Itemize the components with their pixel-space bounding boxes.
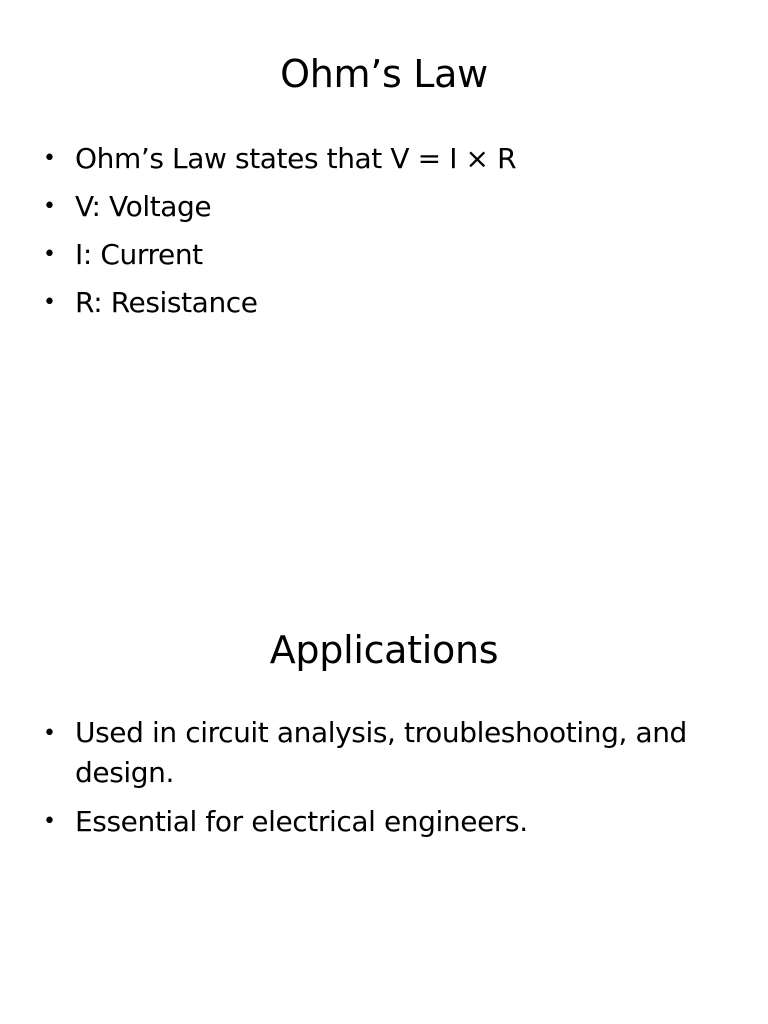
list-item [40,138,720,180]
bullet-text: R: Resistance [75,286,258,319]
list-item [40,186,720,228]
bullet-text: Essential for electrical engineers. [75,805,528,838]
bullet-icon: • [43,242,56,267]
slide-title: Applications [269,628,499,672]
bullet-text: Used in circuit analysis, troubleshooting, and design. [75,716,687,789]
list-item [40,234,720,276]
bullet-text: Ohm’s Law states that V = I × R [75,142,517,175]
list-item [40,713,720,793]
bullet-text: I: Current [75,238,203,271]
bullet-icon: • [43,146,56,171]
list-item [40,801,720,843]
bullet-icon: • [43,194,56,219]
bullet-icon: • [43,809,56,834]
bullet-list [40,138,720,330]
slide-title: Ohm’s Law [280,52,488,96]
bullet-list [40,713,720,849]
slide-applications [0,576,768,1024]
bullet-icon: • [43,290,56,315]
bullet-icon: • [43,721,56,746]
list-item [40,282,720,324]
bullet-text: V: Voltage [75,190,212,223]
